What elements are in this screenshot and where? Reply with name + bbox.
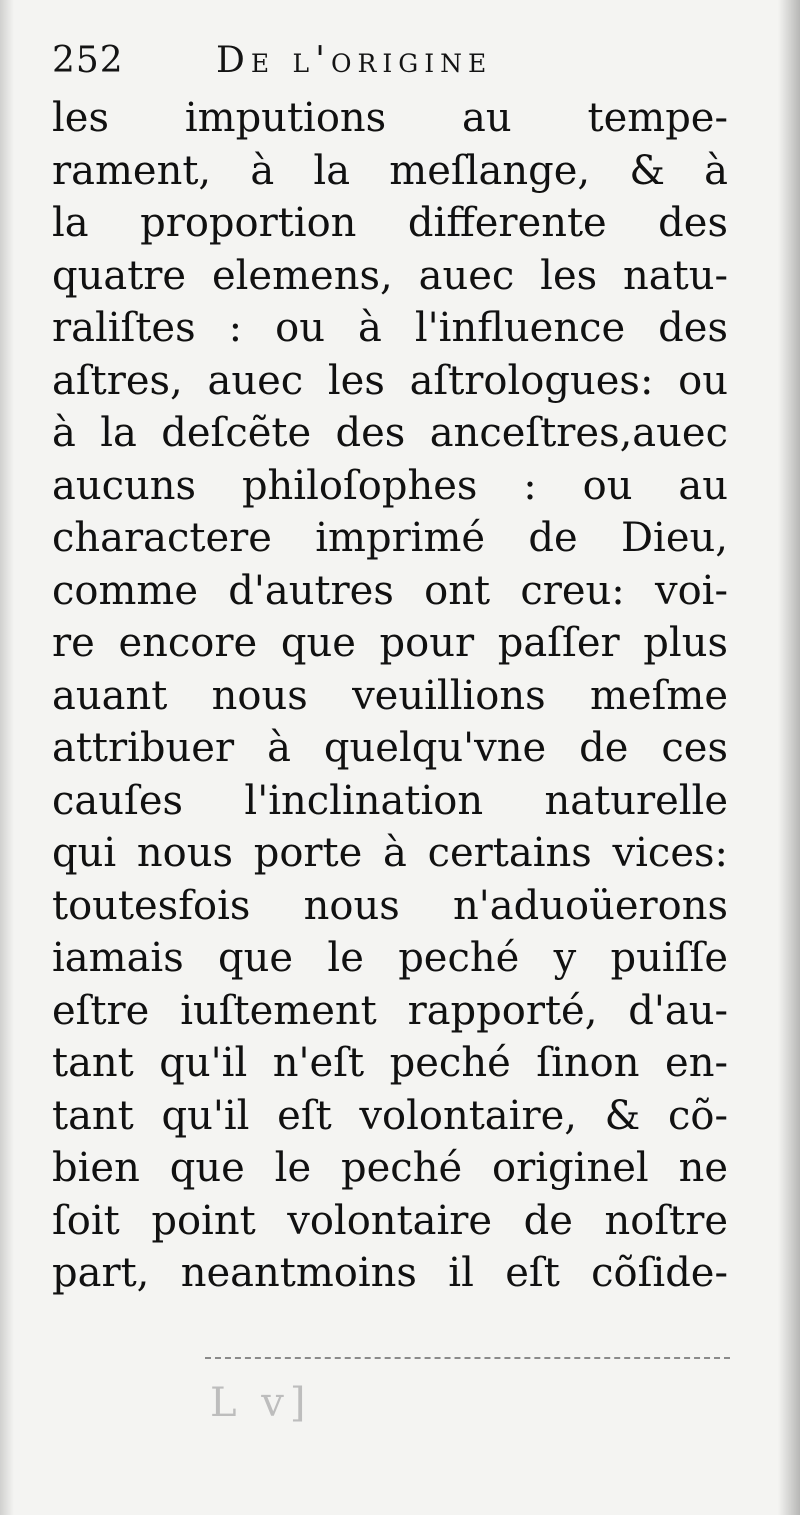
text-line: iamais que le peché y puiſſe bbox=[52, 935, 728, 981]
text-line: quatre elemens, auec les natu- bbox=[52, 252, 728, 299]
page-header bbox=[52, 36, 712, 96]
text-line: la proportion differente des bbox=[52, 200, 728, 246]
page-rule bbox=[205, 1357, 730, 1359]
running-title: De l'origine bbox=[216, 40, 493, 81]
text-line: attribuer à quelqu'vne de ces bbox=[52, 725, 728, 771]
text-line: tant qu'il eſt volontaire, & cõ- bbox=[52, 1092, 728, 1139]
text-line: bien que le peché originel ne bbox=[52, 1145, 728, 1191]
text-line: aucuns philoſophes : ou au bbox=[52, 462, 728, 509]
page-number: 252 bbox=[52, 40, 124, 81]
text-line: ſoit point volontaire de noſtre bbox=[52, 1197, 728, 1244]
text-line: part, neantmoins il eſt cõſide- bbox=[52, 1250, 728, 1296]
text-line: charactere imprimé de Dieu, bbox=[52, 515, 728, 561]
text-line: les imputions au tempe- bbox=[52, 95, 728, 141]
text-line: eſtre iuſtement rapporté, d'au- bbox=[52, 987, 728, 1034]
text-line: toutesfois nous n'aduoüerons bbox=[52, 882, 728, 929]
body-text bbox=[52, 92, 728, 1300]
text-line: auant nous veuillions meſme bbox=[52, 672, 728, 719]
left-page-shadow bbox=[0, 0, 14, 1515]
text-line: cauſes l'inclination naturelle bbox=[52, 777, 728, 824]
text-line: comme d'autres ont creu: voi- bbox=[52, 567, 728, 614]
text-line: rament, à la meſlange, & à bbox=[52, 147, 728, 194]
text-line: re encore que pour paſſer plus bbox=[52, 620, 728, 666]
right-page-shadow bbox=[778, 0, 800, 1515]
text-line: à la deſcẽte des anceſtres,auec bbox=[52, 410, 728, 456]
text-line: raliſtes : ou à l'influence des bbox=[52, 305, 728, 351]
signature-mark: L v] bbox=[210, 1380, 312, 1426]
text-line: aſtres, auec les aſtrologues: ou bbox=[52, 357, 728, 404]
text-line: tant qu'il n'eſt peché ſinon en- bbox=[52, 1040, 728, 1086]
text-line: qui nous porte à certains vices: bbox=[52, 830, 728, 876]
